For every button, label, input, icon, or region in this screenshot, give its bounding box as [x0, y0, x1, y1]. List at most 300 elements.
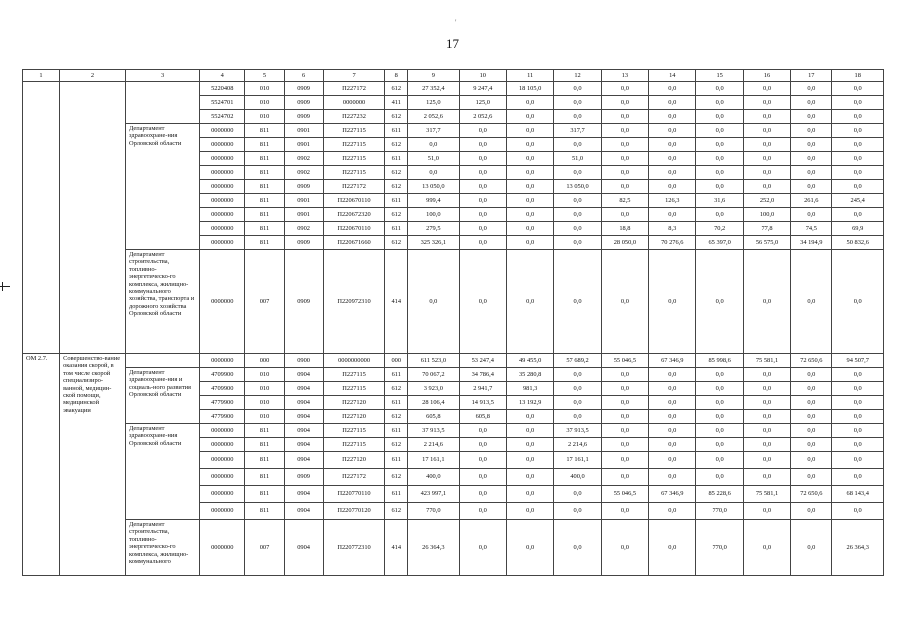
value-cell: П220672320 — [323, 208, 385, 222]
value-cell: 0000000 — [200, 152, 245, 166]
value-cell: 611 — [385, 452, 408, 469]
value-cell: 0,0 — [554, 250, 601, 354]
column-number: 18 — [832, 70, 884, 82]
value-cell: 811 — [245, 166, 284, 180]
value-cell: 0,0 — [601, 152, 648, 166]
value-cell: 0,0 — [832, 250, 884, 354]
value-cell: 0,0 — [791, 208, 832, 222]
page-number: 17 — [446, 36, 459, 51]
value-cell: 0,0 — [506, 452, 553, 469]
value-cell: 611 — [385, 396, 408, 410]
value-cell: 0000000 — [200, 138, 245, 152]
value-cell: 94 507,7 — [832, 354, 884, 368]
value-cell: 0,0 — [696, 410, 743, 424]
value-cell: 811 — [245, 438, 284, 452]
value-cell: 0,0 — [832, 180, 884, 194]
value-cell: 0,0 — [554, 110, 601, 124]
value-cell: 4779900 — [200, 396, 245, 410]
value-cell: 0,0 — [554, 222, 601, 236]
value-cell: 67 346,9 — [649, 354, 696, 368]
value-cell: 0,0 — [791, 396, 832, 410]
value-cell: П227115 — [323, 368, 385, 382]
value-cell: 0904 — [284, 438, 323, 452]
value-cell: 57 689,2 — [554, 354, 601, 368]
value-cell: П227120 — [323, 396, 385, 410]
value-cell: 0,0 — [459, 152, 506, 166]
column-number: 11 — [506, 70, 553, 82]
table-row — [23, 424, 884, 438]
value-cell: 13 050,0 — [554, 180, 601, 194]
value-cell: 0,0 — [696, 110, 743, 124]
value-cell: П220772310 — [323, 520, 385, 576]
value-cell: 0,0 — [832, 382, 884, 396]
value-cell: 010 — [245, 110, 284, 124]
value-cell: 18,8 — [601, 222, 648, 236]
measure-code-cell — [23, 82, 60, 354]
value-cell: 612 — [385, 382, 408, 396]
value-cell: 0901 — [284, 194, 323, 208]
value-cell: 0,0 — [649, 368, 696, 382]
value-cell: 0,0 — [696, 250, 743, 354]
value-cell: 51,0 — [408, 152, 459, 166]
value-cell: 77,8 — [743, 222, 790, 236]
value-cell: 0909 — [284, 469, 323, 486]
value-cell: 75 581,1 — [743, 486, 790, 503]
value-cell: П220670110 — [323, 194, 385, 208]
value-cell: 74,5 — [791, 222, 832, 236]
value-cell: 811 — [245, 208, 284, 222]
value-cell: П227115 — [323, 124, 385, 138]
value-cell: 0,0 — [554, 96, 601, 110]
value-cell: 612 — [385, 503, 408, 520]
value-cell: 0,0 — [832, 368, 884, 382]
value-cell: 126,3 — [649, 194, 696, 208]
value-cell: 0000000 — [200, 180, 245, 194]
value-cell: 0,0 — [506, 208, 553, 222]
value-cell: 0,0 — [554, 166, 601, 180]
value-cell: 0,0 — [791, 452, 832, 469]
value-cell: 0,0 — [601, 452, 648, 469]
value-cell: 811 — [245, 486, 284, 503]
value-cell: 31,6 — [696, 194, 743, 208]
value-cell: 0,0 — [649, 166, 696, 180]
value-cell: 0,0 — [649, 138, 696, 152]
value-cell: 010 — [245, 410, 284, 424]
value-cell: 0,0 — [791, 250, 832, 354]
value-cell: 0,0 — [601, 520, 648, 576]
value-cell: 85 228,6 — [696, 486, 743, 503]
value-cell: 67 346,9 — [649, 486, 696, 503]
value-cell: 0,0 — [601, 424, 648, 438]
value-cell: 0,0 — [506, 438, 553, 452]
column-number: 9 — [408, 70, 459, 82]
scan-artifact-tick — [2, 282, 3, 291]
value-cell: 0,0 — [459, 124, 506, 138]
value-cell: 0,0 — [649, 503, 696, 520]
value-cell: 010 — [245, 396, 284, 410]
value-cell: П227115 — [323, 152, 385, 166]
value-cell: 0,0 — [459, 180, 506, 194]
value-cell: 55 046,5 — [601, 354, 648, 368]
value-cell: 0000000000 — [323, 354, 385, 368]
value-cell: П227115 — [323, 424, 385, 438]
value-cell: 0,0 — [832, 124, 884, 138]
column-number: 3 — [125, 70, 199, 82]
header-row — [23, 70, 884, 82]
value-cell: 0,0 — [791, 438, 832, 452]
value-cell: 0,0 — [832, 438, 884, 452]
value-cell: 0909 — [284, 180, 323, 194]
value-cell: 279,5 — [408, 222, 459, 236]
value-cell: 811 — [245, 503, 284, 520]
value-cell: 0,0 — [459, 166, 506, 180]
value-cell: 0,0 — [649, 410, 696, 424]
value-cell: 0,0 — [743, 138, 790, 152]
value-cell: 0901 — [284, 208, 323, 222]
value-cell: 0,0 — [506, 96, 553, 110]
value-cell: 55 046,5 — [601, 486, 648, 503]
value-cell: 0,0 — [832, 138, 884, 152]
value-cell: 0000000 — [323, 96, 385, 110]
value-cell: 000 — [385, 354, 408, 368]
value-cell: 611 — [385, 152, 408, 166]
value-cell: 0,0 — [832, 96, 884, 110]
value-cell: 5220408 — [200, 82, 245, 96]
value-cell: 0,0 — [696, 396, 743, 410]
value-cell: 37 913,5 — [408, 424, 459, 438]
value-cell: 72 650,6 — [791, 354, 832, 368]
value-cell: 0904 — [284, 520, 323, 576]
value-cell: 0,0 — [743, 96, 790, 110]
value-cell: 50 832,6 — [832, 236, 884, 250]
column-number: 2 — [60, 70, 126, 82]
value-cell: 400,0 — [408, 469, 459, 486]
value-cell: 56 575,0 — [743, 236, 790, 250]
value-cell: П220671660 — [323, 236, 385, 250]
value-cell: 0,0 — [791, 180, 832, 194]
value-cell: 0,0 — [649, 469, 696, 486]
value-cell: 70 276,6 — [649, 236, 696, 250]
value-cell: 0,0 — [554, 236, 601, 250]
value-cell: 010 — [245, 382, 284, 396]
value-cell: 34 786,4 — [459, 368, 506, 382]
column-number: 5 — [245, 70, 284, 82]
value-cell: 605,8 — [408, 410, 459, 424]
measure-name-cell: Совершенство-вание оказания скорой, в том числе скорой специализиро-ванной, медицин-ской помощи, медицинской эвакуации — [60, 354, 126, 576]
value-cell: 0,0 — [696, 452, 743, 469]
value-cell: 0,0 — [601, 180, 648, 194]
value-cell: 0,0 — [649, 250, 696, 354]
value-cell: 0,0 — [696, 368, 743, 382]
value-cell: 0,0 — [743, 469, 790, 486]
value-cell: 245,4 — [832, 194, 884, 208]
value-cell: 770,0 — [408, 503, 459, 520]
value-cell: 0,0 — [791, 368, 832, 382]
value-cell: 3 923,0 — [408, 382, 459, 396]
value-cell: 0901 — [284, 138, 323, 152]
table-row — [23, 250, 884, 354]
value-cell: 0,0 — [791, 110, 832, 124]
value-cell: 0000000 — [200, 194, 245, 208]
value-cell: 0,0 — [696, 208, 743, 222]
value-cell: 770,0 — [696, 520, 743, 576]
value-cell: 2 941,7 — [459, 382, 506, 396]
value-cell: 0,0 — [649, 96, 696, 110]
value-cell: 65 397,0 — [696, 236, 743, 250]
value-cell: 0,0 — [459, 250, 506, 354]
value-cell: 611 — [385, 424, 408, 438]
value-cell: 0,0 — [506, 152, 553, 166]
value-cell: П220670110 — [323, 222, 385, 236]
value-cell: 5524702 — [200, 110, 245, 124]
value-cell: 811 — [245, 469, 284, 486]
table-row — [23, 124, 884, 138]
value-cell: 0902 — [284, 152, 323, 166]
value-cell: 0,0 — [506, 503, 553, 520]
value-cell: 0,0 — [601, 138, 648, 152]
value-cell: 0,0 — [459, 486, 506, 503]
value-cell: 27 352,4 — [408, 82, 459, 96]
value-cell: 0,0 — [554, 194, 601, 208]
column-number: 17 — [791, 70, 832, 82]
value-cell: 811 — [245, 124, 284, 138]
value-cell: 0904 — [284, 486, 323, 503]
value-cell: 0,0 — [554, 520, 601, 576]
value-cell: 17 161,1 — [408, 452, 459, 469]
value-cell: 4779900 — [200, 410, 245, 424]
value-cell: 612 — [385, 166, 408, 180]
value-cell: 0904 — [284, 503, 323, 520]
value-cell: 612 — [385, 236, 408, 250]
value-cell: 0,0 — [554, 410, 601, 424]
value-cell: 0,0 — [554, 396, 601, 410]
value-cell: 0,0 — [696, 138, 743, 152]
value-cell: 0,0 — [459, 469, 506, 486]
value-cell: 0,0 — [554, 382, 601, 396]
value-cell: 26 364,3 — [832, 520, 884, 576]
value-cell: 811 — [245, 452, 284, 469]
value-cell: 0000000 — [200, 503, 245, 520]
value-cell: 0,0 — [743, 152, 790, 166]
value-cell: 125,0 — [459, 96, 506, 110]
value-cell: 0,0 — [832, 166, 884, 180]
value-cell: 0904 — [284, 382, 323, 396]
value-cell: 0,0 — [408, 250, 459, 354]
value-cell: 0,0 — [696, 124, 743, 138]
value-cell: 0,0 — [696, 469, 743, 486]
value-cell: 0,0 — [791, 82, 832, 96]
value-cell: 0,0 — [649, 208, 696, 222]
value-cell: 0,0 — [601, 166, 648, 180]
value-cell: 0,0 — [696, 166, 743, 180]
value-cell: 611 — [385, 194, 408, 208]
value-cell: 0,0 — [601, 124, 648, 138]
value-cell: 414 — [385, 250, 408, 354]
value-cell: 0000000 — [200, 520, 245, 576]
value-cell: П227115 — [323, 382, 385, 396]
value-cell: 0,0 — [649, 110, 696, 124]
value-cell: 0,0 — [743, 82, 790, 96]
value-cell: 811 — [245, 180, 284, 194]
value-cell: 0,0 — [601, 396, 648, 410]
value-cell: 0,0 — [601, 208, 648, 222]
value-cell: П220770120 — [323, 503, 385, 520]
value-cell: 0000000 — [200, 250, 245, 354]
value-cell: 0,0 — [743, 503, 790, 520]
value-cell: 0,0 — [649, 382, 696, 396]
table-row — [23, 82, 884, 96]
value-cell: 0,0 — [743, 166, 790, 180]
value-cell: 252,0 — [743, 194, 790, 208]
value-cell: 0,0 — [696, 438, 743, 452]
value-cell: 5524701 — [200, 96, 245, 110]
value-cell: 0,0 — [832, 503, 884, 520]
value-cell: 2 214,6 — [554, 438, 601, 452]
value-cell: 0,0 — [601, 368, 648, 382]
value-cell: 0,0 — [601, 469, 648, 486]
column-number: 7 — [323, 70, 385, 82]
value-cell: 0,0 — [696, 424, 743, 438]
value-cell: 0909 — [284, 250, 323, 354]
value-cell: 82,5 — [601, 194, 648, 208]
value-cell: П227172 — [323, 180, 385, 194]
value-cell: П227115 — [323, 138, 385, 152]
value-cell: 0,0 — [791, 166, 832, 180]
value-cell: 13 050,0 — [408, 180, 459, 194]
column-number: 12 — [554, 70, 601, 82]
value-cell: 0,0 — [649, 124, 696, 138]
value-cell: 0,0 — [743, 410, 790, 424]
value-cell: 0,0 — [649, 82, 696, 96]
value-cell: 411 — [385, 96, 408, 110]
value-cell: 0,0 — [506, 194, 553, 208]
value-cell: 981,3 — [506, 382, 553, 396]
value-cell: 811 — [245, 424, 284, 438]
value-cell: 17 161,1 — [554, 452, 601, 469]
value-cell: 0,0 — [459, 208, 506, 222]
value-cell: 0,0 — [506, 138, 553, 152]
value-cell: 68 143,4 — [832, 486, 884, 503]
value-cell: 0,0 — [791, 152, 832, 166]
value-cell: 612 — [385, 410, 408, 424]
value-cell: 0,0 — [791, 424, 832, 438]
value-cell: 2 052,6 — [459, 110, 506, 124]
value-cell: 100,0 — [743, 208, 790, 222]
value-cell: 007 — [245, 520, 284, 576]
value-cell: 75 581,1 — [743, 354, 790, 368]
value-cell: 0,0 — [459, 222, 506, 236]
value-cell: 0,0 — [743, 250, 790, 354]
value-cell: 0901 — [284, 124, 323, 138]
value-cell: 0,0 — [506, 236, 553, 250]
value-cell: П227172 — [323, 82, 385, 96]
value-cell: 125,0 — [408, 96, 459, 110]
value-cell: 0,0 — [832, 469, 884, 486]
executor-cell: Департамент здравоохране-ния Орловской области — [125, 124, 199, 250]
value-cell: 0,0 — [601, 250, 648, 354]
column-number: 10 — [459, 70, 506, 82]
value-cell: 0,0 — [506, 124, 553, 138]
value-cell: 0,0 — [696, 152, 743, 166]
value-cell: 0,0 — [459, 138, 506, 152]
value-cell: П227115 — [323, 166, 385, 180]
value-cell: 0,0 — [601, 82, 648, 96]
value-cell: 0,0 — [554, 82, 601, 96]
value-cell: 0000000 — [200, 424, 245, 438]
value-cell: 49 455,0 — [506, 354, 553, 368]
column-number: 13 — [601, 70, 648, 82]
value-cell: 0,0 — [649, 520, 696, 576]
value-cell: 8,3 — [649, 222, 696, 236]
value-cell: 0,0 — [459, 194, 506, 208]
value-cell: 0,0 — [649, 438, 696, 452]
value-cell: 0000000 — [200, 236, 245, 250]
value-cell: 0000000 — [200, 208, 245, 222]
column-number: 14 — [649, 70, 696, 82]
value-cell: 0,0 — [791, 124, 832, 138]
value-cell: 0,0 — [649, 152, 696, 166]
value-cell: 0,0 — [506, 166, 553, 180]
executor-cell: Департамент здравоохране-ния и социаль-ного развития Орловской области — [125, 368, 199, 424]
value-cell: 0,0 — [791, 138, 832, 152]
value-cell: 0,0 — [832, 110, 884, 124]
value-cell: 85 998,6 — [696, 354, 743, 368]
value-cell: 010 — [245, 96, 284, 110]
value-cell: 0,0 — [791, 382, 832, 396]
value-cell: 0000000 — [200, 452, 245, 469]
value-cell: 0,0 — [506, 469, 553, 486]
measure-name-cell — [60, 82, 126, 354]
value-cell: 007 — [245, 250, 284, 354]
value-cell: 0,0 — [791, 410, 832, 424]
value-cell: 70,2 — [696, 222, 743, 236]
value-cell: 0,0 — [506, 486, 553, 503]
value-cell: 0904 — [284, 424, 323, 438]
value-cell: 2 214,6 — [408, 438, 459, 452]
value-cell: 612 — [385, 208, 408, 222]
value-cell: 612 — [385, 438, 408, 452]
value-cell: 612 — [385, 469, 408, 486]
value-cell: 100,0 — [408, 208, 459, 222]
value-cell: 010 — [245, 82, 284, 96]
value-cell: 0,0 — [554, 208, 601, 222]
value-cell: 37 913,5 — [554, 424, 601, 438]
value-cell: 0,0 — [696, 180, 743, 194]
value-cell: 0,0 — [743, 368, 790, 382]
value-cell: 0,0 — [791, 96, 832, 110]
executor-cell: Департамент строительства, топливно-энергетическо-го комплекса, жилищно-коммунального — [125, 520, 199, 576]
value-cell: 0,0 — [743, 438, 790, 452]
value-cell: 26 364,3 — [408, 520, 459, 576]
value-cell: 0,0 — [554, 368, 601, 382]
value-cell: П220972310 — [323, 250, 385, 354]
value-cell: 0909 — [284, 110, 323, 124]
value-cell: 0000000 — [200, 486, 245, 503]
value-cell: 317,7 — [554, 124, 601, 138]
column-number: 16 — [743, 70, 790, 82]
value-cell: 4709900 — [200, 382, 245, 396]
value-cell: 0,0 — [601, 382, 648, 396]
value-cell: 0904 — [284, 368, 323, 382]
value-cell: 51,0 — [554, 152, 601, 166]
value-cell: 0,0 — [832, 452, 884, 469]
value-cell: 70 067,2 — [408, 368, 459, 382]
column-number: 8 — [385, 70, 408, 82]
value-cell: 0000000 — [200, 124, 245, 138]
value-cell: 0,0 — [743, 424, 790, 438]
table-row — [23, 368, 884, 382]
column-number: 4 — [200, 70, 245, 82]
